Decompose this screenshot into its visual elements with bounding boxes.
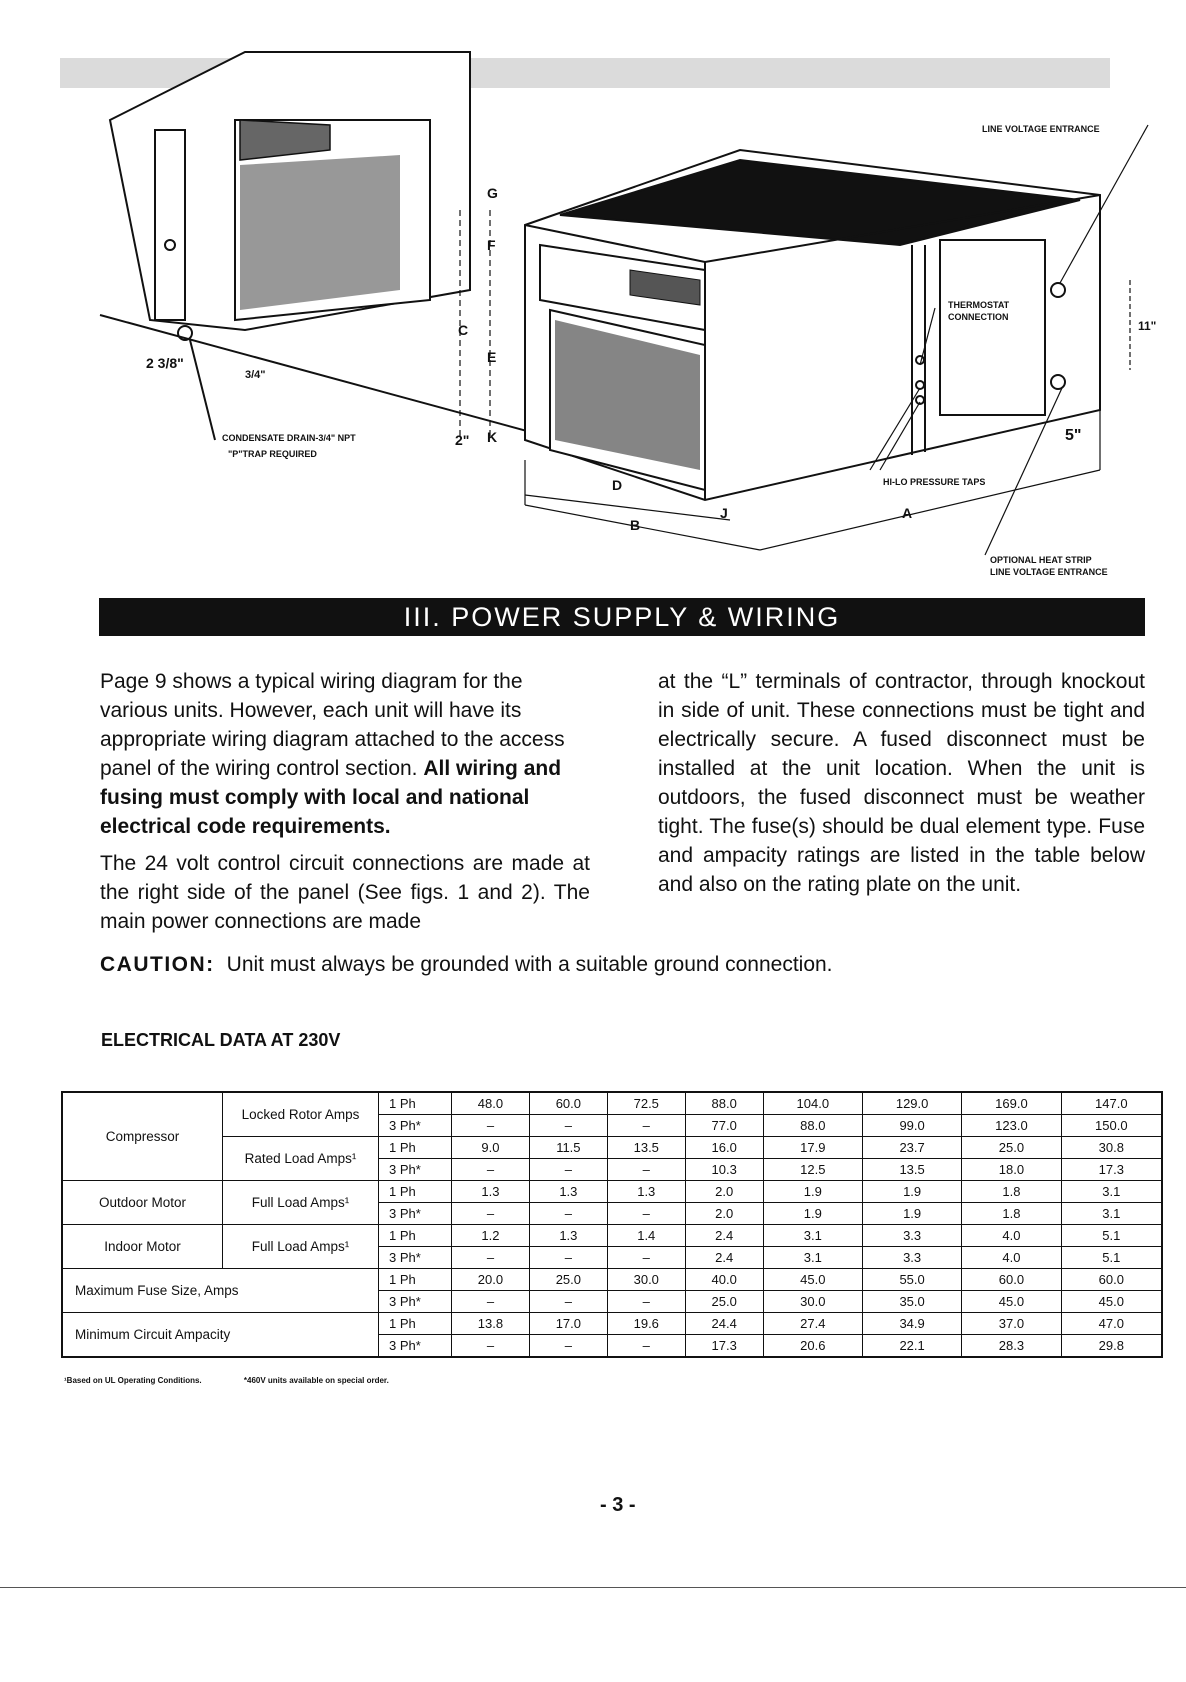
- row-sub-label: Full Load Amps¹: [223, 1181, 379, 1225]
- value-cell: 1.8: [962, 1181, 1061, 1203]
- value-cell: 25.0: [962, 1137, 1061, 1159]
- dim-j: J: [720, 505, 728, 521]
- phase-cell: 1 Ph: [379, 1269, 452, 1291]
- caution-text: Unit must always be grounded with a suitable ground connection.: [226, 953, 833, 976]
- value-cell: 104.0: [763, 1092, 862, 1115]
- value-cell: 1.2: [452, 1225, 530, 1247]
- value-cell: 25.0: [529, 1269, 607, 1291]
- row-group-label: Maximum Fuse Size, Amps: [62, 1269, 379, 1313]
- dim-b: B: [630, 517, 641, 533]
- value-cell: 45.0: [763, 1269, 862, 1291]
- row-sub-label: Full Load Amps¹: [223, 1225, 379, 1269]
- value-cell: 11.5: [529, 1137, 607, 1159]
- dim-3-4: 3/4": [245, 369, 266, 381]
- value-cell: 3.1: [1061, 1181, 1162, 1203]
- phase-cell: 3 Ph*: [379, 1203, 452, 1225]
- value-cell: 99.0: [862, 1115, 961, 1137]
- value-cell: 147.0: [1061, 1092, 1162, 1115]
- value-cell: 55.0: [862, 1269, 961, 1291]
- value-cell: –: [529, 1291, 607, 1313]
- value-cell: 28.3: [962, 1335, 1061, 1358]
- bottom-rule: [0, 1587, 1186, 1588]
- value-cell: 12.5: [763, 1159, 862, 1181]
- phase-cell: 1 Ph: [379, 1137, 452, 1159]
- value-cell: 2.0: [685, 1181, 763, 1203]
- table-row: [62, 1225, 1162, 1247]
- phase-cell: 1 Ph: [379, 1313, 452, 1335]
- value-cell: 35.0: [862, 1291, 961, 1313]
- value-cell: 5.1: [1061, 1225, 1162, 1247]
- value-cell: –: [452, 1335, 530, 1358]
- dim-11: 11": [1138, 319, 1157, 333]
- label-heat-strip: OPTIONAL HEAT STRIP: [990, 555, 1092, 565]
- value-cell: 72.5: [607, 1092, 685, 1115]
- row-group-label: Minimum Circuit Ampacity: [62, 1313, 379, 1358]
- value-cell: 1.9: [862, 1181, 961, 1203]
- caution-note: [100, 953, 833, 977]
- value-cell: –: [452, 1203, 530, 1225]
- value-cell: 123.0: [962, 1115, 1061, 1137]
- code-requirement-emphasis: All wiring and fusing must comply with local and national electrical code requirements.: [100, 757, 562, 838]
- value-cell: 17.0: [529, 1313, 607, 1335]
- dim-g: G: [487, 185, 498, 201]
- value-cell: 2.4: [685, 1247, 763, 1269]
- unit-dimension-diagram: [0, 0, 1186, 590]
- value-cell: 1.9: [763, 1181, 862, 1203]
- value-cell: 45.0: [1061, 1291, 1162, 1313]
- value-cell: 1.3: [529, 1225, 607, 1247]
- table-row: [62, 1269, 1162, 1291]
- value-cell: 22.1: [862, 1335, 961, 1358]
- value-cell: 2.0: [685, 1203, 763, 1225]
- value-cell: 1.3: [607, 1181, 685, 1203]
- value-cell: 27.4: [763, 1313, 862, 1335]
- paragraph-power-connections: at the “L” terminals of contractor, through knockout in side of unit. These connections must be tight and electrically secure. A fused disconnect must be installed at the unit location. When the unit is outdoors, the fused disconnect must be weather tight. The fuse(s) should be dual element type. Fuse and ampacity ratings are listed in the table below and also on the rating plate on the unit.: [658, 670, 1145, 896]
- value-cell: –: [529, 1335, 607, 1358]
- phase-cell: 1 Ph: [379, 1092, 452, 1115]
- value-cell: –: [452, 1291, 530, 1313]
- value-cell: 3.1: [763, 1225, 862, 1247]
- value-cell: 20.6: [763, 1335, 862, 1358]
- value-cell: 60.0: [529, 1092, 607, 1115]
- value-cell: 2.4: [685, 1225, 763, 1247]
- phase-cell: 3 Ph*: [379, 1291, 452, 1313]
- phase-cell: 3 Ph*: [379, 1115, 452, 1137]
- phase-cell: 3 Ph*: [379, 1247, 452, 1269]
- value-cell: 3.3: [862, 1247, 961, 1269]
- value-cell: 25.0: [685, 1291, 763, 1313]
- value-cell: 13.5: [862, 1159, 961, 1181]
- paragraph-control-circuit: The 24 volt control circuit connections are made at the right side of the panel (See figs. 1 and 2). The main power connections are made: [100, 852, 590, 933]
- label-hi-lo-pressure-taps: HI-LO PRESSURE TAPS: [883, 477, 986, 487]
- value-cell: 16.0: [685, 1137, 763, 1159]
- value-cell: 169.0: [962, 1092, 1061, 1115]
- value-cell: 23.7: [862, 1137, 961, 1159]
- value-cell: 37.0: [962, 1313, 1061, 1335]
- value-cell: 3.1: [763, 1247, 862, 1269]
- value-cell: 1.3: [529, 1181, 607, 1203]
- phase-cell: 3 Ph*: [379, 1335, 452, 1358]
- value-cell: 48.0: [452, 1092, 530, 1115]
- value-cell: 30.0: [607, 1269, 685, 1291]
- label-p-trap: "P"TRAP REQUIRED: [228, 449, 317, 459]
- row-sub-label: Locked Rotor Amps: [223, 1092, 379, 1137]
- label-line-voltage-entrance: LINE VOLTAGE ENTRANCE: [982, 124, 1100, 134]
- table-row: [62, 1313, 1162, 1335]
- dim-2-3-8: 2 3/8": [146, 355, 184, 371]
- value-cell: 18.0: [962, 1159, 1061, 1181]
- dim-5: 5": [1065, 427, 1082, 444]
- row-group-label: Outdoor Motor: [62, 1181, 223, 1225]
- value-cell: 20.0: [452, 1269, 530, 1291]
- value-cell: 4.0: [962, 1225, 1061, 1247]
- table-heading: ELECTRICAL DATA AT 230V: [101, 1030, 341, 1050]
- value-cell: 1.9: [763, 1203, 862, 1225]
- value-cell: –: [529, 1247, 607, 1269]
- value-cell: –: [607, 1335, 685, 1358]
- value-cell: 1.9: [862, 1203, 961, 1225]
- value-cell: 3.3: [862, 1225, 961, 1247]
- value-cell: 40.0: [685, 1269, 763, 1291]
- value-cell: –: [607, 1115, 685, 1137]
- value-cell: 60.0: [1061, 1269, 1162, 1291]
- value-cell: –: [529, 1115, 607, 1137]
- label-condensate-drain: CONDENSATE DRAIN-3/4" NPT: [222, 433, 356, 443]
- section-title: III. POWER SUPPLY & WIRING: [99, 598, 1145, 636]
- label-thermostat: THERMOSTAT: [948, 300, 1010, 310]
- value-cell: –: [607, 1159, 685, 1181]
- footnote-ul: ¹Based on UL Operating Conditions.: [64, 1376, 202, 1385]
- phase-cell: 1 Ph: [379, 1225, 452, 1247]
- footnote-460v: *460V units available on special order.: [243, 1376, 389, 1385]
- dim-2: 2": [455, 432, 470, 448]
- value-cell: 30.8: [1061, 1137, 1162, 1159]
- value-cell: 17.3: [1061, 1159, 1162, 1181]
- value-cell: –: [607, 1291, 685, 1313]
- value-cell: 129.0: [862, 1092, 961, 1115]
- value-cell: 4.0: [962, 1247, 1061, 1269]
- value-cell: 30.0: [763, 1291, 862, 1313]
- value-cell: 17.9: [763, 1137, 862, 1159]
- right-column: [658, 667, 1145, 907]
- value-cell: 13.8: [452, 1313, 530, 1335]
- value-cell: 88.0: [763, 1115, 862, 1137]
- value-cell: –: [607, 1247, 685, 1269]
- value-cell: 88.0: [685, 1092, 763, 1115]
- value-cell: –: [607, 1203, 685, 1225]
- electrical-data-table: [61, 1091, 1163, 1358]
- value-cell: 3.1: [1061, 1203, 1162, 1225]
- value-cell: 9.0: [452, 1137, 530, 1159]
- paragraph-wiring-diagram: [100, 667, 590, 841]
- dim-d: D: [612, 477, 623, 493]
- value-cell: 17.3: [685, 1335, 763, 1358]
- value-cell: 77.0: [685, 1115, 763, 1137]
- table-row: [62, 1137, 1162, 1159]
- left-column: [100, 667, 590, 944]
- value-cell: –: [529, 1159, 607, 1181]
- dim-f: F: [487, 237, 496, 253]
- caution-label: CAUTION:: [100, 953, 215, 976]
- value-cell: 1.8: [962, 1203, 1061, 1225]
- footnotes: [64, 1376, 429, 1385]
- value-cell: 29.8: [1061, 1335, 1162, 1358]
- value-cell: –: [452, 1247, 530, 1269]
- value-cell: 60.0: [962, 1269, 1061, 1291]
- value-cell: –: [452, 1115, 530, 1137]
- dim-a: A: [902, 505, 913, 521]
- dim-e: E: [487, 349, 497, 365]
- value-cell: 5.1: [1061, 1247, 1162, 1269]
- phase-cell: 3 Ph*: [379, 1159, 452, 1181]
- row-group-label: Compressor: [62, 1092, 223, 1181]
- table-row: [62, 1181, 1162, 1203]
- row-group-label: Indoor Motor: [62, 1225, 223, 1269]
- page-number: - 3 -: [600, 1494, 636, 1516]
- value-cell: 1.4: [607, 1225, 685, 1247]
- label-thermostat-connection: CONNECTION: [948, 312, 1009, 322]
- value-cell: 1.3: [452, 1181, 530, 1203]
- value-cell: –: [452, 1159, 530, 1181]
- value-cell: 10.3: [685, 1159, 763, 1181]
- phase-cell: 1 Ph: [379, 1181, 452, 1203]
- paragraph-text: Page 9 shows a typical wiring diagram for the various units. However, each unit will have its appropriate wiring diagram attached to the access panel of the wiring control section.: [100, 670, 565, 780]
- label-heat-strip-entrance: LINE VOLTAGE ENTRANCE: [990, 567, 1108, 577]
- value-cell: 24.4: [685, 1313, 763, 1335]
- value-cell: 19.6: [607, 1313, 685, 1335]
- value-cell: 47.0: [1061, 1313, 1162, 1335]
- value-cell: 34.9: [862, 1313, 961, 1335]
- value-cell: 150.0: [1061, 1115, 1162, 1137]
- value-cell: –: [529, 1203, 607, 1225]
- table-row: [62, 1092, 1162, 1115]
- dim-k: K: [487, 429, 498, 445]
- row-sub-label: Rated Load Amps¹: [223, 1137, 379, 1181]
- dim-c: C: [458, 322, 469, 338]
- value-cell: 45.0: [962, 1291, 1061, 1313]
- value-cell: 13.5: [607, 1137, 685, 1159]
